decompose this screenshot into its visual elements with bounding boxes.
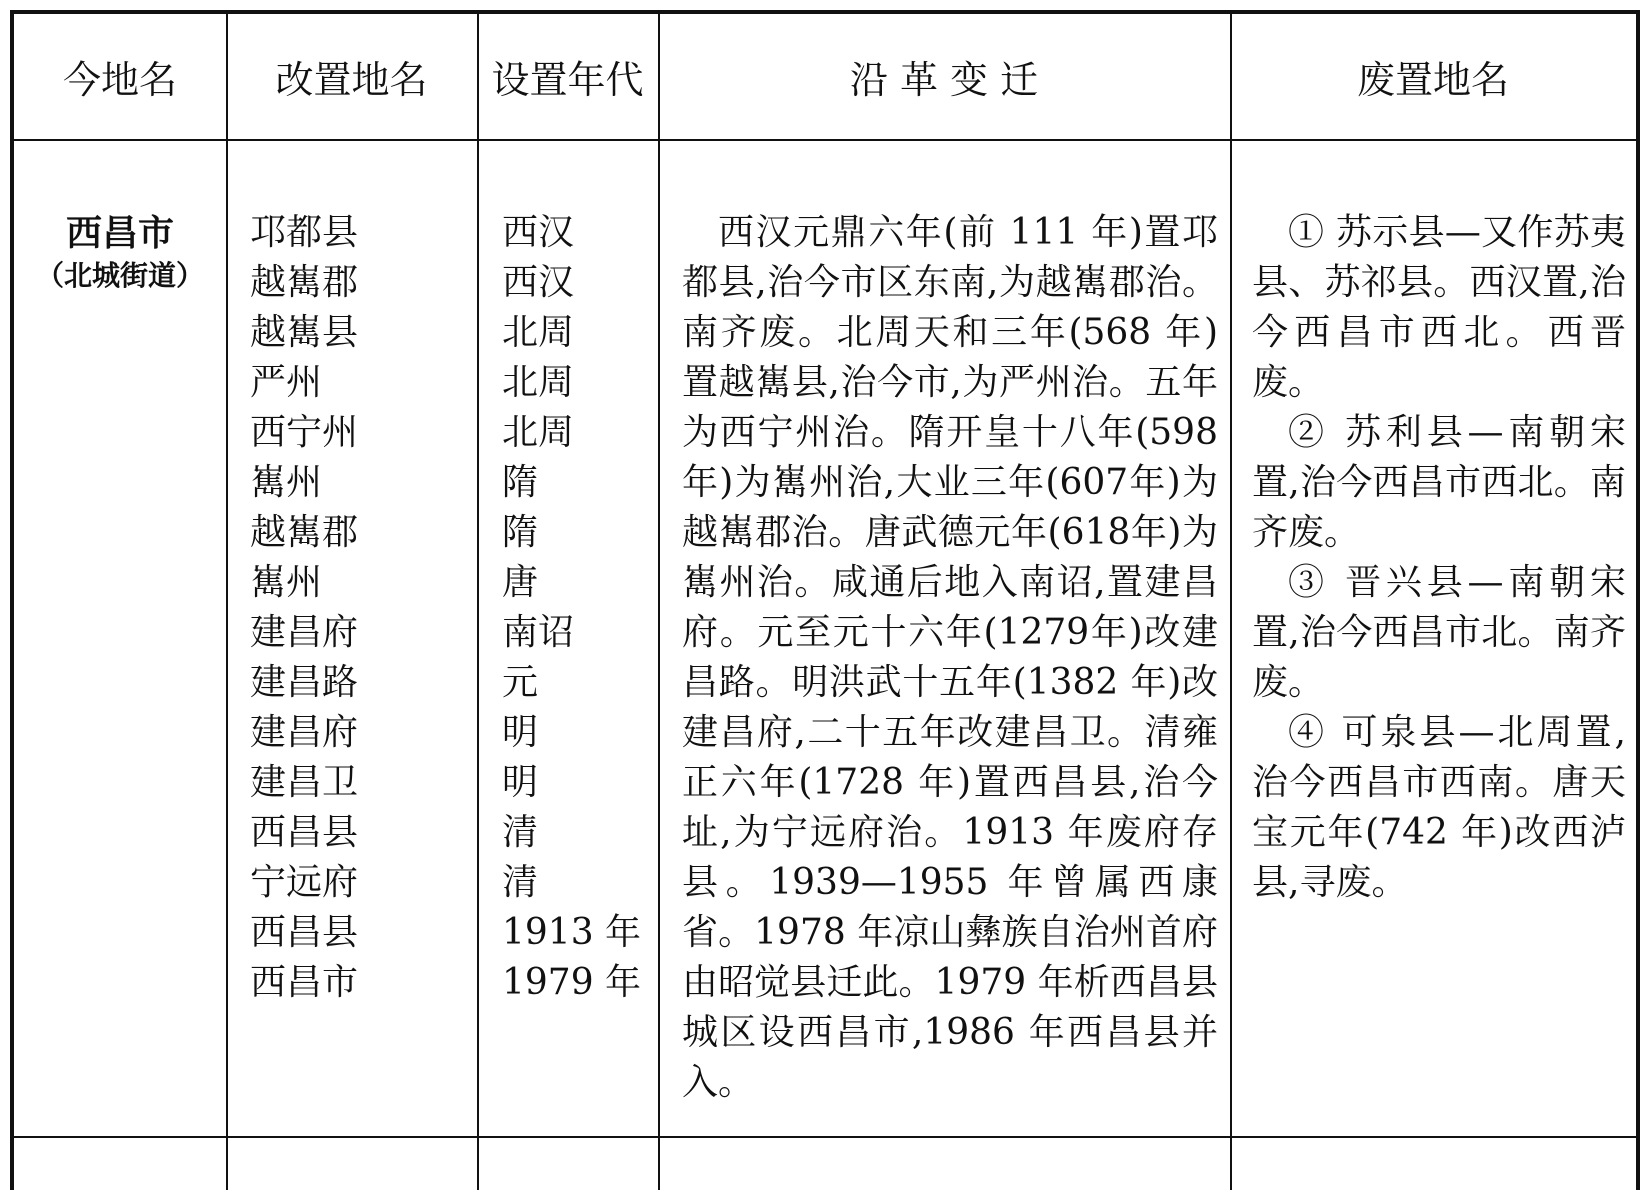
list-item: 西昌市 [250,962,359,1003]
column-divider [658,14,660,1190]
column-divider [1230,14,1232,1190]
list-item: 清 [502,812,539,853]
list-item: 西汉 [502,262,575,303]
list-item: 建昌府 [250,612,359,653]
abolished-cell [1252,208,1626,908]
list-item: 北周 [502,362,575,403]
list-item: 嶲州 [250,462,323,503]
gazetteer-table [10,10,1640,1190]
list-item: 隋 [502,462,539,503]
list-item: 越嶲县 [250,312,359,353]
list-item: 1913 年 [502,912,642,953]
list-item: 西宁州 [250,412,359,453]
abolished-item: ① 苏示县—又作苏夷县、苏祁县。西汉置,治今西昌市西北。西晋废。 [1252,212,1626,403]
list-item: 建昌卫 [250,762,359,803]
list-item: 隋 [502,512,539,553]
list-item: 西昌县 [250,912,359,953]
list-item: 西昌县 [250,812,359,853]
list-item: 嶲州 [250,562,323,603]
list-item: 西汉 [502,212,575,253]
changed-names-list [250,208,470,1008]
list-item: 明 [502,712,539,753]
list-item: 建昌路 [250,662,359,703]
list-item: 建昌府 [250,712,359,753]
list-item: 北周 [502,312,575,353]
list-item: 1979 年 [502,962,642,1003]
list-item: 清 [502,862,539,903]
abolished-item: ② 苏利县—南朝宋置,治今西昌市西北。南齐废。 [1252,412,1626,553]
current-name-cell [14,210,226,296]
history-cell [682,208,1218,1108]
list-item: 越嶲郡 [250,512,359,553]
column-divider [477,14,479,1190]
abolished-item: ④ 可泉县—北周置,治今西昌市西南。唐天宝元年(742 年)改西泸县,寻废。 [1252,712,1626,903]
header-history: 沿 革 变 迁 [849,58,1039,102]
current-name: 西昌市 [65,212,174,254]
list-item: 北周 [502,412,575,453]
header-divider [14,139,1636,141]
list-item: 南诏 [502,612,575,653]
header-current-name: 今地名 [62,58,177,102]
header-changed-name: 改置地名 [275,58,428,102]
list-item: 邛都县 [250,212,359,253]
list-item: 严州 [250,362,323,403]
column-divider [226,14,228,1190]
list-item: 明 [502,762,539,803]
header-set-era: 设置年代 [491,58,644,102]
abolished-item: ③ 晋兴县—南朝宋置,治今西昌市北。南齐废。 [1252,562,1626,703]
list-item: 越嶲郡 [250,262,359,303]
list-item: 宁远府 [250,862,359,903]
eras-list [502,208,652,1008]
header-abolished-name: 废置地名 [1356,58,1509,102]
current-name-subtitle: （北城街道） [35,259,204,292]
history-text: 西汉元鼎六年(前 111 年)置邛都县,治今市区东南,为越嶲郡治。南齐废。北周天和三年(568 年)置越嶲县,治今市,为严州治。五年为西宁州治。隋开皇十八年(598 年)为嶲州治,大业三年(607年)为越嶲郡治。唐武德元年(618年)为嶲州治。咸通后地入南诏,置建昌府。元至元十六年(1279年)改建昌路。明洪武十五年(1382 年)改建昌府,二十五年改建昌卫。清雍正六年(1728 年)置西昌县,治今址,为宁远府治。1913 年废府存县。1939—1955 年曾属西康省。1978 年凉山彝族自治州首府由昭觉县迁此。1979 年析西昌县城区设西昌市,1986 年西昌县并入。 [682,212,1218,1103]
row-divider [14,1136,1636,1138]
list-item: 唐 [502,562,539,603]
list-item: 元 [502,662,539,703]
